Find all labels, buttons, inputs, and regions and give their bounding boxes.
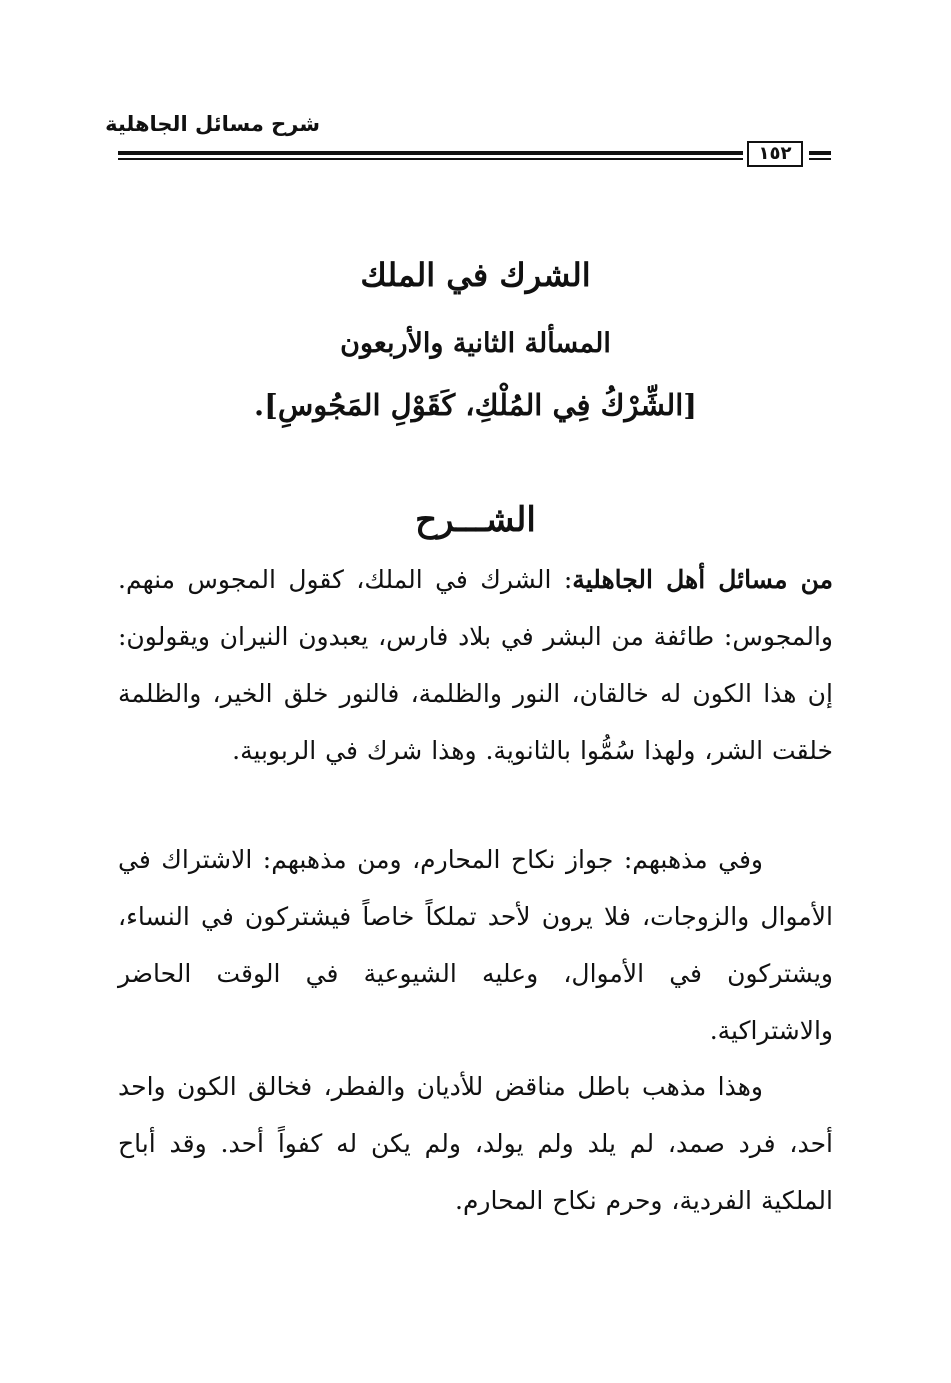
paragraph-2 <box>118 831 833 1059</box>
paragraph-1 <box>118 551 833 779</box>
paragraph-2-text: وفي مذهبهم: جواز نكاح المحارم، ومن مذهبهم: الاشتراك في الأموال والزوجات، فلا يرون لأحد تملكاً خاصاً فيشتركون في النساء، ويشتركون في الأموال، وعليه الشيوعية في الوقت الحاضر والاشتراكية. <box>118 845 833 1045</box>
paragraph-1-lead: من مسائل أهل الجاهلية <box>572 565 833 594</box>
paragraph-3-text: وهذا مذهب باطل مناقض للأديان والفطر، فخالق الكون واحد أحد، فرد صمد، لم يلد ولم يولد، ولم يكن له كفواً أحد. وقد أباح الملكية الفردية، وحرم نكاح المحارم. <box>118 1072 833 1215</box>
header-rule-thick <box>118 151 743 155</box>
paragraph-1-text: : الشرك في الملك، كقول المجوس منهم. والمجوس: طائفة من البشر في بلاد فارس، يعبدون النيران ويقولون: إن هذا الكون له خالقان، النور والظلمة، فالنور خلق الخير، والظلمة خلقت الشر، ولهذا سُمُّوا بالثانوية. وهذا شرك في الربوبية. <box>118 565 833 765</box>
issue-quote: [الشِّرْكُ فِي المُلْكِ، كَقَوْلِ المَجُوسِ]. <box>254 388 697 422</box>
sharh-heading: الشـــرح <box>415 500 536 540</box>
paragraph-3 <box>118 1058 833 1229</box>
header-rule-short-thick <box>809 151 831 155</box>
header-rule-short-thin <box>809 158 831 160</box>
section-title: الشرك في الملك <box>360 256 591 294</box>
page-number: ١٥٢ <box>747 141 803 167</box>
issue-title: المسألة الثانية والأربعون <box>340 328 611 359</box>
header-rule-thin <box>118 158 743 160</box>
running-header-title: شرح مسائل الجاهلية <box>105 112 320 136</box>
